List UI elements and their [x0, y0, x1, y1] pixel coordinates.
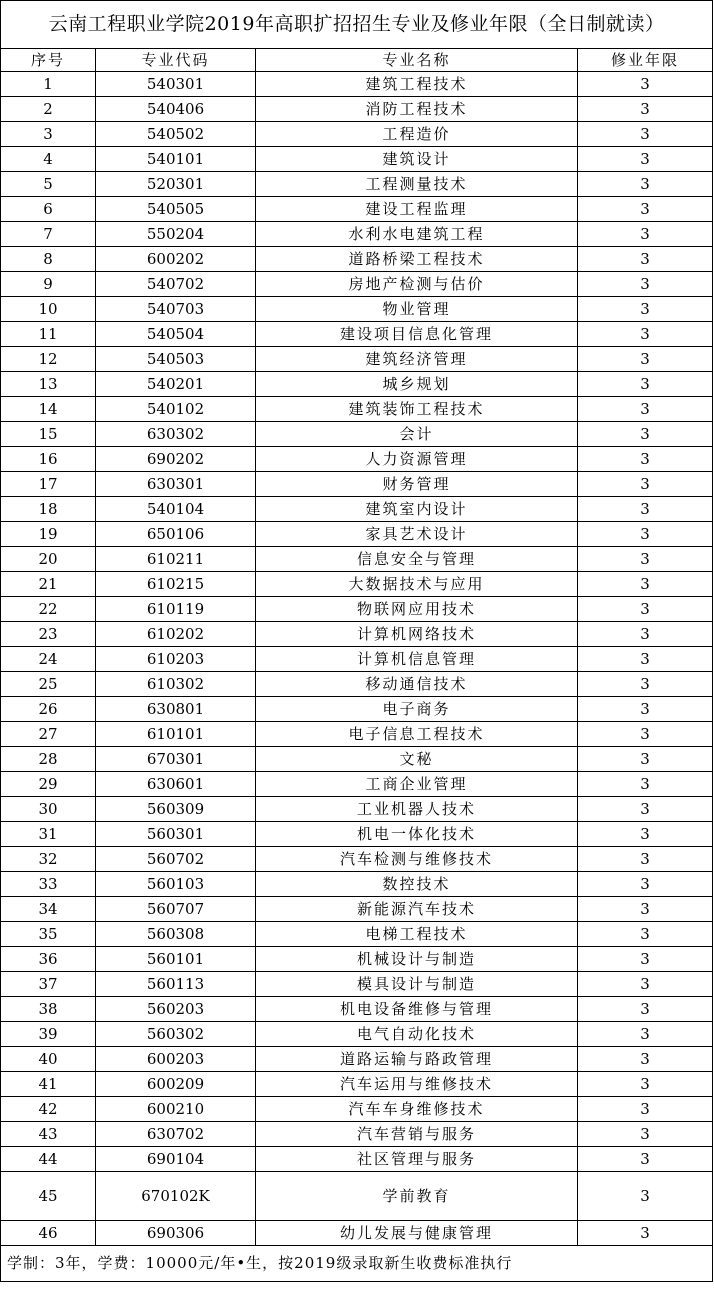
- table-row: [1, 397, 713, 422]
- cell-name: 学前教育: [256, 1172, 578, 1221]
- table-row: [1, 1147, 713, 1172]
- table-row: [1, 1022, 713, 1047]
- cell-name: 机电设备维修与管理: [256, 997, 578, 1022]
- cell-name: 物联网应用技术: [256, 597, 578, 622]
- table-row: [1, 947, 713, 972]
- cell-code: 540503: [96, 347, 256, 372]
- cell-years: 3: [578, 247, 713, 272]
- cell-name: 建筑经济管理: [256, 347, 578, 372]
- cell-code: 540101: [96, 147, 256, 172]
- table-row: [1, 172, 713, 197]
- cell-years: 3: [578, 547, 713, 572]
- table-row: [1, 647, 713, 672]
- cell-code: 540104: [96, 497, 256, 522]
- cell-name: 数控技术: [256, 872, 578, 897]
- cell-code: 670102K: [96, 1172, 256, 1221]
- cell-index: 26: [1, 697, 96, 722]
- table-row: [1, 247, 713, 272]
- cell-years: 3: [578, 222, 713, 247]
- cell-years: 3: [578, 172, 713, 197]
- table-row: [1, 447, 713, 472]
- cell-years: 3: [578, 1047, 713, 1072]
- cell-name: 水利水电建筑工程: [256, 222, 578, 247]
- cell-index: 19: [1, 522, 96, 547]
- table-row: [1, 72, 713, 97]
- cell-years: 3: [578, 797, 713, 822]
- cell-code: 610119: [96, 597, 256, 622]
- cell-years: 3: [578, 397, 713, 422]
- cell-years: 3: [578, 322, 713, 347]
- table-row: [1, 847, 713, 872]
- cell-years: 3: [578, 522, 713, 547]
- table-row: [1, 272, 713, 297]
- cell-index: 27: [1, 722, 96, 747]
- cell-index: 43: [1, 1122, 96, 1147]
- cell-index: 22: [1, 597, 96, 622]
- cell-years: 3: [578, 1147, 713, 1172]
- table-row: [1, 1097, 713, 1122]
- cell-name: 模具设计与制造: [256, 972, 578, 997]
- cell-name: 物业管理: [256, 297, 578, 322]
- cell-years: 3: [578, 72, 713, 97]
- column-header-index: 序号: [1, 49, 96, 72]
- cell-index: 23: [1, 622, 96, 647]
- cell-years: 3: [578, 572, 713, 597]
- cell-index: 11: [1, 322, 96, 347]
- cell-code: 560302: [96, 1022, 256, 1047]
- table-row: [1, 497, 713, 522]
- cell-name: 人力资源管理: [256, 447, 578, 472]
- cell-name: 机械设计与制造: [256, 947, 578, 972]
- table-row: [1, 622, 713, 647]
- cell-index: 20: [1, 547, 96, 572]
- cell-code: 610211: [96, 547, 256, 572]
- cell-years: 3: [578, 447, 713, 472]
- table-row: [1, 897, 713, 922]
- table-row: [1, 722, 713, 747]
- table-row: [1, 372, 713, 397]
- cell-index: 1: [1, 72, 96, 97]
- cell-years: 3: [578, 1172, 713, 1221]
- cell-years: 3: [578, 722, 713, 747]
- cell-index: 24: [1, 647, 96, 672]
- cell-code: 560103: [96, 872, 256, 897]
- cell-years: 3: [578, 897, 713, 922]
- cell-index: 28: [1, 747, 96, 772]
- cell-years: 3: [578, 822, 713, 847]
- cell-code: 540502: [96, 122, 256, 147]
- cell-index: 16: [1, 447, 96, 472]
- cell-code: 600210: [96, 1097, 256, 1122]
- cell-name: 建筑室内设计: [256, 497, 578, 522]
- cell-years: 3: [578, 747, 713, 772]
- cell-code: 610202: [96, 622, 256, 647]
- cell-code: 540702: [96, 272, 256, 297]
- table-row: [1, 147, 713, 172]
- cell-code: 610101: [96, 722, 256, 747]
- cell-index: 38: [1, 997, 96, 1022]
- cell-years: 3: [578, 197, 713, 222]
- cell-index: 17: [1, 472, 96, 497]
- cell-years: 3: [578, 147, 713, 172]
- cell-index: 32: [1, 847, 96, 872]
- cell-index: 5: [1, 172, 96, 197]
- cell-years: 3: [578, 347, 713, 372]
- cell-index: 42: [1, 1097, 96, 1122]
- cell-code: 630801: [96, 697, 256, 722]
- cell-name: 信息安全与管理: [256, 547, 578, 572]
- table-row: [1, 1172, 713, 1221]
- cell-name: 建筑工程技术: [256, 72, 578, 97]
- cell-index: 30: [1, 797, 96, 822]
- cell-years: 3: [578, 772, 713, 797]
- cell-years: 3: [578, 1022, 713, 1047]
- cell-code: 690306: [96, 1221, 256, 1246]
- table-row: [1, 697, 713, 722]
- cell-code: 600203: [96, 1047, 256, 1072]
- title-row: [1, 1, 713, 49]
- table-row: [1, 997, 713, 1022]
- cell-index: 8: [1, 247, 96, 272]
- cell-code: 540201: [96, 372, 256, 397]
- cell-name: 汽车检测与维修技术: [256, 847, 578, 872]
- footnote: 学制：3年，学费：10000元/年•生，按2019级录取新生收费标准执行: [1, 1246, 713, 1282]
- cell-name: 城乡规划: [256, 372, 578, 397]
- cell-index: 25: [1, 672, 96, 697]
- cell-name: 计算机信息管理: [256, 647, 578, 672]
- cell-years: 3: [578, 947, 713, 972]
- table-row: [1, 1072, 713, 1097]
- cell-index: 10: [1, 297, 96, 322]
- cell-index: 29: [1, 772, 96, 797]
- cell-name: 会计: [256, 422, 578, 447]
- cell-code: 540406: [96, 97, 256, 122]
- cell-years: 3: [578, 422, 713, 447]
- cell-name: 建设工程监理: [256, 197, 578, 222]
- cell-index: 21: [1, 572, 96, 597]
- cell-code: 560702: [96, 847, 256, 872]
- cell-index: 34: [1, 897, 96, 922]
- header-row: [1, 49, 713, 72]
- cell-index: 18: [1, 497, 96, 522]
- cell-name: 机电一体化技术: [256, 822, 578, 847]
- cell-years: 3: [578, 1221, 713, 1246]
- cell-name: 文秘: [256, 747, 578, 772]
- cell-name: 电子信息工程技术: [256, 722, 578, 747]
- table-row: [1, 222, 713, 247]
- cell-index: 2: [1, 97, 96, 122]
- cell-years: 3: [578, 847, 713, 872]
- cell-index: 37: [1, 972, 96, 997]
- cell-name: 家具艺术设计: [256, 522, 578, 547]
- cell-index: 13: [1, 372, 96, 397]
- cell-code: 520301: [96, 172, 256, 197]
- cell-name: 建筑设计: [256, 147, 578, 172]
- table-row: [1, 1221, 713, 1246]
- cell-code: 560309: [96, 797, 256, 822]
- cell-index: 7: [1, 222, 96, 247]
- cell-name: 汽车营销与服务: [256, 1122, 578, 1147]
- cell-code: 610215: [96, 572, 256, 597]
- cell-name: 建筑装饰工程技术: [256, 397, 578, 422]
- table-row: [1, 747, 713, 772]
- table-row: [1, 522, 713, 547]
- cell-index: 46: [1, 1221, 96, 1246]
- cell-index: 35: [1, 922, 96, 947]
- table-row: [1, 572, 713, 597]
- table-row: [1, 297, 713, 322]
- cell-years: 3: [578, 122, 713, 147]
- table-row: [1, 922, 713, 947]
- cell-index: 39: [1, 1022, 96, 1047]
- cell-code: 560101: [96, 947, 256, 972]
- cell-code: 690202: [96, 447, 256, 472]
- table-row: [1, 772, 713, 797]
- cell-years: 3: [578, 697, 713, 722]
- cell-years: 3: [578, 1072, 713, 1097]
- cell-name: 汽车运用与维修技术: [256, 1072, 578, 1097]
- cell-code: 540102: [96, 397, 256, 422]
- cell-name: 道路运输与路政管理: [256, 1047, 578, 1072]
- cell-code: 650106: [96, 522, 256, 547]
- cell-name: 计算机网络技术: [256, 622, 578, 647]
- cell-name: 工程测量技术: [256, 172, 578, 197]
- cell-code: 610203: [96, 647, 256, 672]
- cell-code: 560308: [96, 922, 256, 947]
- cell-years: 3: [578, 922, 713, 947]
- cell-years: 3: [578, 372, 713, 397]
- column-header-name: 专业名称: [256, 49, 578, 72]
- cell-code: 600209: [96, 1072, 256, 1097]
- cell-index: 6: [1, 197, 96, 222]
- cell-index: 31: [1, 822, 96, 847]
- table-row: [1, 197, 713, 222]
- cell-name: 幼儿发展与健康管理: [256, 1221, 578, 1246]
- cell-years: 3: [578, 1122, 713, 1147]
- table-row: [1, 322, 713, 347]
- table-row: [1, 597, 713, 622]
- cell-code: 560301: [96, 822, 256, 847]
- cell-code: 550204: [96, 222, 256, 247]
- cell-name: 社区管理与服务: [256, 1147, 578, 1172]
- cell-name: 建设项目信息化管理: [256, 322, 578, 347]
- cell-code: 540301: [96, 72, 256, 97]
- cell-index: 4: [1, 147, 96, 172]
- cell-index: 9: [1, 272, 96, 297]
- cell-name: 电子商务: [256, 697, 578, 722]
- table-body: [1, 1, 713, 1282]
- cell-name: 大数据技术与应用: [256, 572, 578, 597]
- cell-code: 690104: [96, 1147, 256, 1172]
- table-row: [1, 97, 713, 122]
- cell-name: 工商企业管理: [256, 772, 578, 797]
- cell-index: 36: [1, 947, 96, 972]
- cell-years: 3: [578, 1097, 713, 1122]
- cell-years: 3: [578, 597, 713, 622]
- table-row: [1, 972, 713, 997]
- cell-code: 630601: [96, 772, 256, 797]
- cell-years: 3: [578, 672, 713, 697]
- cell-name: 新能源汽车技术: [256, 897, 578, 922]
- cell-index: 14: [1, 397, 96, 422]
- cell-code: 600202: [96, 247, 256, 272]
- cell-years: 3: [578, 622, 713, 647]
- cell-code: 670301: [96, 747, 256, 772]
- table-row: [1, 347, 713, 372]
- cell-years: 3: [578, 297, 713, 322]
- cell-code: 610302: [96, 672, 256, 697]
- cell-years: 3: [578, 872, 713, 897]
- footnote-row: [1, 1246, 713, 1282]
- cell-code: 540504: [96, 322, 256, 347]
- cell-index: 40: [1, 1047, 96, 1072]
- table-row: [1, 797, 713, 822]
- cell-name: 汽车车身维修技术: [256, 1097, 578, 1122]
- table-row: [1, 472, 713, 497]
- cell-name: 电梯工程技术: [256, 922, 578, 947]
- table-row: [1, 672, 713, 697]
- cell-name: 电气自动化技术: [256, 1022, 578, 1047]
- cell-name: 工业机器人技术: [256, 797, 578, 822]
- cell-code: 560203: [96, 997, 256, 1022]
- cell-index: 41: [1, 1072, 96, 1097]
- cell-name: 财务管理: [256, 472, 578, 497]
- cell-years: 3: [578, 972, 713, 997]
- column-header-code: 专业代码: [96, 49, 256, 72]
- column-header-years: 修业年限: [578, 49, 713, 72]
- cell-index: 3: [1, 122, 96, 147]
- cell-index: 15: [1, 422, 96, 447]
- cell-code: 560707: [96, 897, 256, 922]
- cell-index: 33: [1, 872, 96, 897]
- cell-code: 540505: [96, 197, 256, 222]
- cell-code: 630302: [96, 422, 256, 447]
- cell-code: 540703: [96, 297, 256, 322]
- cell-index: 45: [1, 1172, 96, 1221]
- cell-years: 3: [578, 97, 713, 122]
- cell-code: 630301: [96, 472, 256, 497]
- table-row: [1, 547, 713, 572]
- cell-years: 3: [578, 997, 713, 1022]
- table-row: [1, 872, 713, 897]
- cell-name: 道路桥梁工程技术: [256, 247, 578, 272]
- table-row: [1, 1122, 713, 1147]
- cell-years: 3: [578, 647, 713, 672]
- cell-name: 工程造价: [256, 122, 578, 147]
- cell-years: 3: [578, 497, 713, 522]
- cell-code: 630702: [96, 1122, 256, 1147]
- table-row: [1, 822, 713, 847]
- table-row: [1, 422, 713, 447]
- cell-name: 房地产检测与估价: [256, 272, 578, 297]
- cell-years: 3: [578, 472, 713, 497]
- cell-years: 3: [578, 272, 713, 297]
- cell-index: 12: [1, 347, 96, 372]
- cell-code: 560113: [96, 972, 256, 997]
- table-row: [1, 1047, 713, 1072]
- cell-name: 消防工程技术: [256, 97, 578, 122]
- table-row: [1, 122, 713, 147]
- page-title: 云南工程职业学院2019年高职扩招招生专业及修业年限（全日制就读）: [1, 1, 713, 49]
- cell-index: 44: [1, 1147, 96, 1172]
- cell-name: 移动通信技术: [256, 672, 578, 697]
